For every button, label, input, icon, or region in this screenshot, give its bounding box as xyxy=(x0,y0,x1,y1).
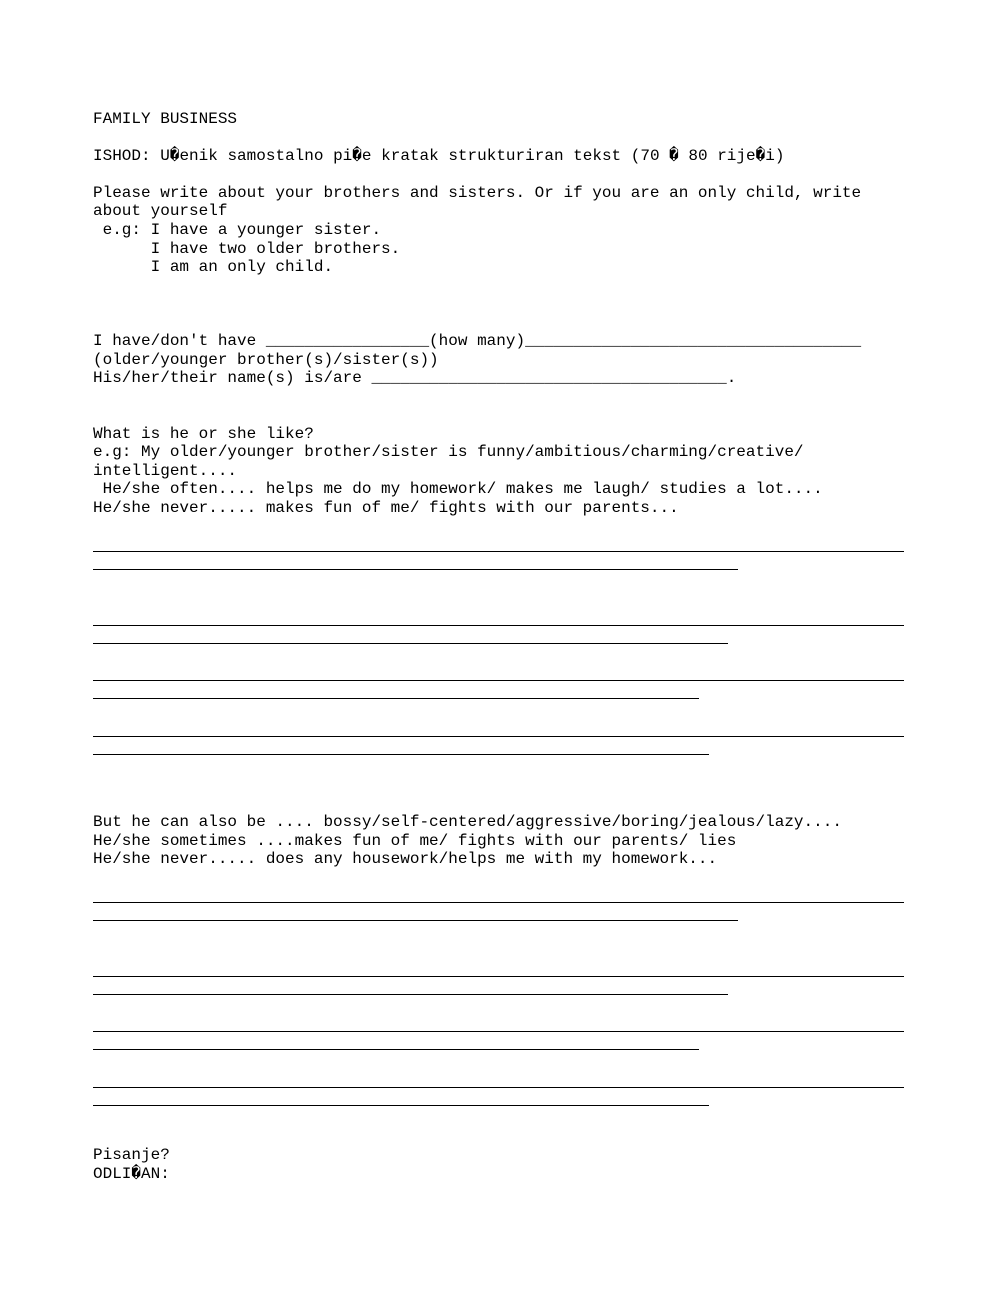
example-line: e.g: I have a younger sister. xyxy=(93,221,382,239)
writing-line[interactable] xyxy=(93,643,728,644)
writing-line[interactable] xyxy=(93,625,904,626)
prompt-line: e.g: My older/younger brother/sister is funny/ambitious/charming/creative/ xyxy=(93,443,804,461)
writing-line[interactable] xyxy=(93,902,904,903)
writing-line[interactable] xyxy=(93,569,738,570)
writing-line[interactable] xyxy=(93,1049,699,1050)
prompt-line: He/she never..... does any housework/helps me with my homework... xyxy=(93,850,718,868)
fill-in-line: I have/don't have _________________(how many)___________________________________ xyxy=(93,332,862,350)
prompt-line: He/she sometimes ....makes fun of me/ fights with our parents/ lies xyxy=(93,832,737,850)
writing-line[interactable] xyxy=(93,994,728,995)
writing-line[interactable] xyxy=(93,1105,709,1106)
prompt-line: But he can also be .... bossy/self-centered/aggressive/boring/jealous/lazy.... xyxy=(93,813,842,831)
writing-line[interactable] xyxy=(93,754,709,755)
question-heading: What is he or she like? xyxy=(93,425,314,443)
instructions-line: Please write about your brothers and sisters. Or if you are an only child, write xyxy=(93,184,862,202)
prompt-line: He/she never..... makes fun of me/ fights with our parents... xyxy=(93,499,679,517)
writing-line[interactable] xyxy=(93,680,904,681)
learning-outcome: ISHOD: U�enik samostalno pi�e kratak strukturiran tekst (70 � 80 rije�i) xyxy=(93,147,785,165)
worksheet-title: FAMILY BUSINESS xyxy=(93,110,238,128)
footer-line: ODLI�AN: xyxy=(93,1165,170,1183)
example-line: I have two older brothers. xyxy=(93,240,401,258)
fill-in-line: (older/younger brother(s)/sister(s)) xyxy=(93,351,439,369)
writing-line[interactable] xyxy=(93,698,699,699)
fill-in-line: His/her/their name(s) is/are _____________________________________. xyxy=(93,369,737,387)
writing-line[interactable] xyxy=(93,736,904,737)
prompt-line: He/she often.... helps me do my homework/ makes me laugh/ studies a lot.... xyxy=(93,480,823,498)
footer-line: Pisanje? xyxy=(93,1146,170,1164)
instructions-line: about yourself xyxy=(93,202,228,220)
example-line: I am an only child. xyxy=(93,258,334,276)
writing-line[interactable] xyxy=(93,1031,904,1032)
prompt-line: intelligent.... xyxy=(93,462,238,480)
writing-line[interactable] xyxy=(93,1087,904,1088)
writing-line[interactable] xyxy=(93,551,904,552)
writing-line[interactable] xyxy=(93,920,738,921)
writing-line[interactable] xyxy=(93,976,904,977)
